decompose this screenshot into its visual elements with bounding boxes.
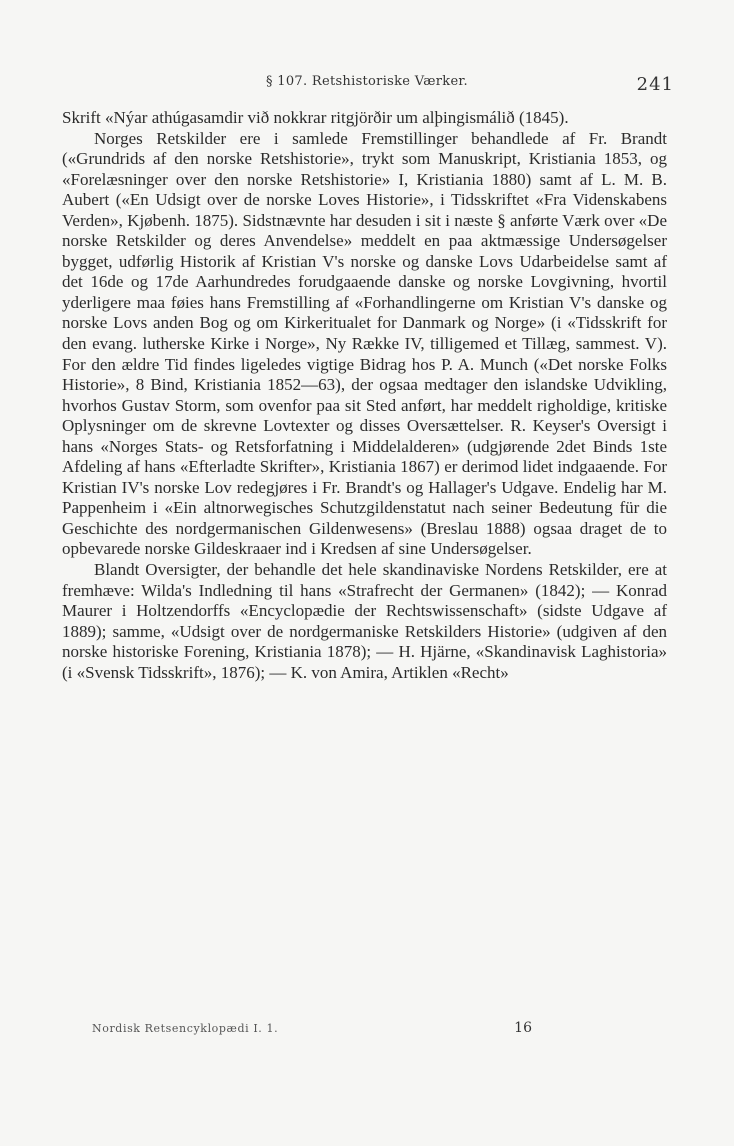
footer-sheet-number: 16 xyxy=(514,1020,532,1036)
page-footer xyxy=(92,1022,532,1040)
paragraph-norges-retskilder: Norges Retskilder ere i samlede Fremstillinger behandlede af Fr. Brandt («Grundrids af den norske Retshistorie», trykt som Manuskript, Kristiania 1853, og «Forelæsninger over den norske Retshistorie» I, Kristiania 1880) samt af L. M. B. Aubert («En Udsigt over de norske Loves Historie», i Tidsskriftet «Fra Videnskabens Verden», Kjøbenh. 1875). Sidstnævnte har desuden i sit i næste § anførte Værk over «De norske Retskilder og deres Anvendelse» meddelt en paa aktmæssige Undersøgelser bygget, udførlig Historik af Kristian V's norske og danske Lovs Udarbeidelse samt af det 16de og 17de Aarhundredes forudgaaende danske og norske Lovgivning, hvortil yderligere maa føies hans Fremstilling af «Forhandlingerne om Kristian V's danske og norske Lovs anden Bog og om Kirkeritualet for Danmark og Norge» (i «Tidsskrift for den evang. lutherske Kirke i Norge», Ny Række IV, tilligemed et Tillæg, sammest. V). For den ældre Tid findes ligeledes vigtige Bidrag hos P. A. Munch («Det norske Folks Historie», 8 Bind, Kristiania 1852—63), der ogsaa medtager den islandske Udvikling, hvorhos Gustav Storm, som ovenfor paa sit Sted anført, har meddelt righoldige, kritiske Oplysninger om de skrevne Lovtexter og disses Oversættelser. R. Keyser's Oversigt i hans «Norges Stats- og Retsforfatning i Middelalderen» (udgjørende 2det Binds 1ste Afdeling af hans «Efterladte Skrifter», Kristiania 1867) er derimod lidet indgaaende. For Kristian IV's norske Lov redegjøres i Fr. Brandt's og Hallager's Udgave. Endelig har M. Pappenheim i «Ein altnorwegisches Schutzgildenstatut nach seiner Bedeutung für die Geschichte des nordgermanischen Gildenwesens» (Breslau 1888) ogsaa draget de to opbevarede norske Gildeskraaer ind i Kredsen af sine Undersøgelser. xyxy=(62,128,667,559)
paragraph-continuation: Skrift «Nýar athúgasamdir við nokkrar ritgjörðir um alþingismálið (1845). xyxy=(62,108,569,127)
footer-signature: Nordisk Retsencyklopædi I. 1. xyxy=(92,1022,279,1035)
body-text xyxy=(62,108,667,683)
page-number: 241 xyxy=(636,74,674,95)
paragraph-oversigter: Blandt Oversigter, der behandle det hele skandinaviske Nordens Retskilder, ere at fremhæve: Wilda's Indledning til hans «Strafrecht der Germanen» (1842); — Konrad Maurer i Holtzendorffs «Encyclopædie der Rechtswissenschaft» (sidste Udgave af 1889); samme, «Udsigt over de nordgermaniske Retskilders Historie» (udgiven af den norske historiske Forening, Kristiania 1878); — H. Hjärne, «Skandinavisk Laghistoria» (i «Svensk Tidsskrift», 1876); — K. von Amira, Artiklen «Recht» xyxy=(62,560,667,682)
running-head xyxy=(60,74,674,96)
running-head-title: § 107. Retshistoriske Værker. xyxy=(266,74,468,89)
